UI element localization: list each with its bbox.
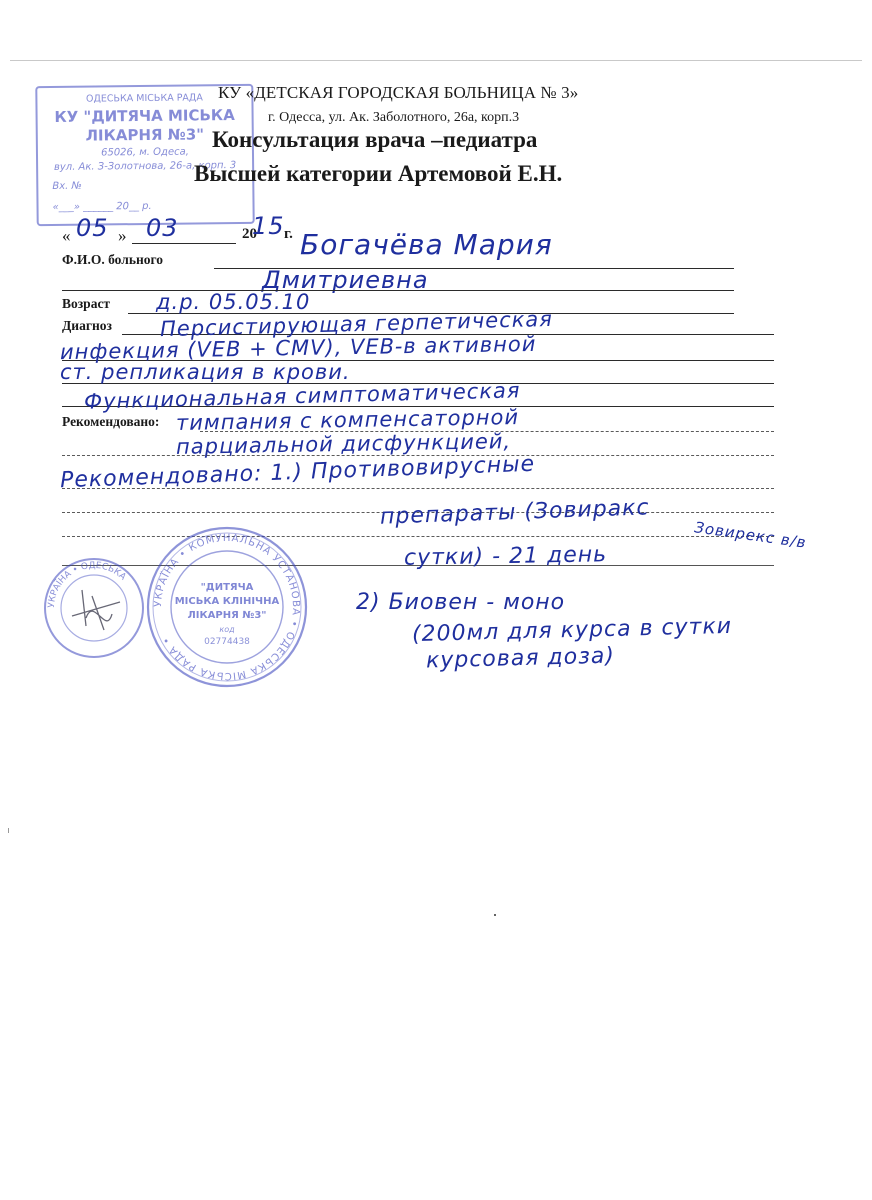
stamp-line-5: вул. Ак. З-Золотнова, 26-а, корп. 3	[53, 160, 237, 173]
stamp-line-6: Вх. №	[52, 180, 82, 192]
date-year: 15	[252, 212, 285, 240]
stamp-line-4: 65026, м. Одеса,	[101, 146, 189, 159]
recommend-handwritten-1: Рекомендовано: 1.) Противовирусные	[59, 451, 536, 494]
large-round-seal	[144, 524, 310, 690]
diagnosis-handwritten-3: ст. репликация в крови.	[60, 360, 351, 384]
age-label: Возраст	[62, 296, 111, 311]
age-handwritten: д.р. 05.05.10	[156, 290, 311, 314]
recommend-handwritten-6: курсовая доза)	[425, 643, 616, 674]
recommended-label: Рекомендовано:	[62, 414, 160, 429]
large-seal-code-label: код	[219, 625, 235, 634]
diagnosis-handwritten-6: парциальной дисфункцией,	[175, 429, 512, 459]
stamp-line-1: ОДЕСЬКА МІСЬКА РАДА	[85, 92, 203, 105]
date-year-prefix: 20	[242, 226, 257, 242]
diagnosis-handwritten-4: Функциональная симптоматическая	[83, 378, 521, 414]
date-open-quote: «	[62, 226, 71, 245]
large-seal-ring-text: УКРАЇНА • КОМУНАЛЬНА УСТАНОВА • ОДЕСЬКА МІСЬКА РАДА •	[152, 532, 302, 682]
recommend-handwritten-4: 2) Биовен - моно	[356, 590, 566, 615]
small-round-seal	[42, 556, 146, 660]
speck	[494, 914, 496, 916]
date-day: 05	[76, 214, 109, 242]
margin-note-handwritten: Зовирекс в/в	[693, 518, 808, 552]
recommend-handwritten-2: препараты (Зовиракс	[379, 495, 650, 530]
patient-name-handwritten-2: Дмитриевна	[262, 266, 429, 294]
small-seal-graphic	[42, 556, 146, 660]
large-seal-center-3: ЛІКАРНЯ №3"	[187, 610, 267, 621]
diagnosis-label: Диагноз	[62, 318, 112, 333]
hospital-name: КУ «ДЕТСКАЯ ГОРОДСКАЯ БОЛЬНИЦА № 3»	[218, 83, 579, 102]
hospital-address: г. Одесса, ул. Ак. Заболотного, 26а, корп.3	[268, 110, 520, 125]
large-seal-center-2: МІСЬКА КЛІНІЧНА	[174, 596, 280, 607]
date-suffix: г.	[284, 226, 293, 242]
diagnosis-handwritten-5: тимпания с компенсаторной	[175, 405, 520, 435]
stamp-line-2: КУ "ДИТЯЧА МІСЬКА	[54, 106, 235, 126]
small-seal-ring-text: УКРАЇНА • ОДЕСЬКА	[46, 560, 128, 609]
date-month: 03	[146, 214, 179, 242]
recommend-handwritten-3: сутки) - 21 день	[403, 542, 608, 571]
diagnosis-handwritten-1: Персистирующая герпетическая	[159, 306, 554, 342]
stamp-line-3: ЛІКАРНЯ №3"	[85, 125, 205, 145]
stamp-line-7: «___» ______ 20__ р.	[52, 200, 152, 213]
svg-text:УКРАЇНА • ОДЕСЬКА	[47, 561, 128, 608]
hospital-rectangular-stamp	[35, 84, 254, 226]
date-close-quote: »	[118, 226, 127, 245]
document-title-line-1: Консультация врача –педиатра	[212, 127, 538, 152]
large-seal-center-1: "ДИТЯЧА	[200, 582, 254, 593]
date-month-line	[132, 243, 236, 244]
recommend-dash-1	[200, 431, 774, 432]
large-seal-code: 02774438	[204, 637, 250, 647]
large-seal-graphic	[144, 524, 310, 690]
recommend-handwritten-5: (200мл для курса в сутки	[411, 613, 733, 648]
speck	[8, 828, 9, 833]
document-title-line-2: Высшей категории Артемовой Е.Н.	[194, 161, 563, 186]
top-border-line	[10, 60, 862, 61]
patient-name-handwritten-1: Богачёва Мария	[300, 228, 553, 261]
svg-text:УКРАЇНА • КОМУНАЛЬНА УСТАНОВА	[153, 533, 301, 681]
patient-name-label: Ф.И.О. больного	[62, 252, 164, 267]
diagnosis-handwritten-2: инфекция (VEB + CMV), VEB-в активной	[59, 331, 537, 365]
